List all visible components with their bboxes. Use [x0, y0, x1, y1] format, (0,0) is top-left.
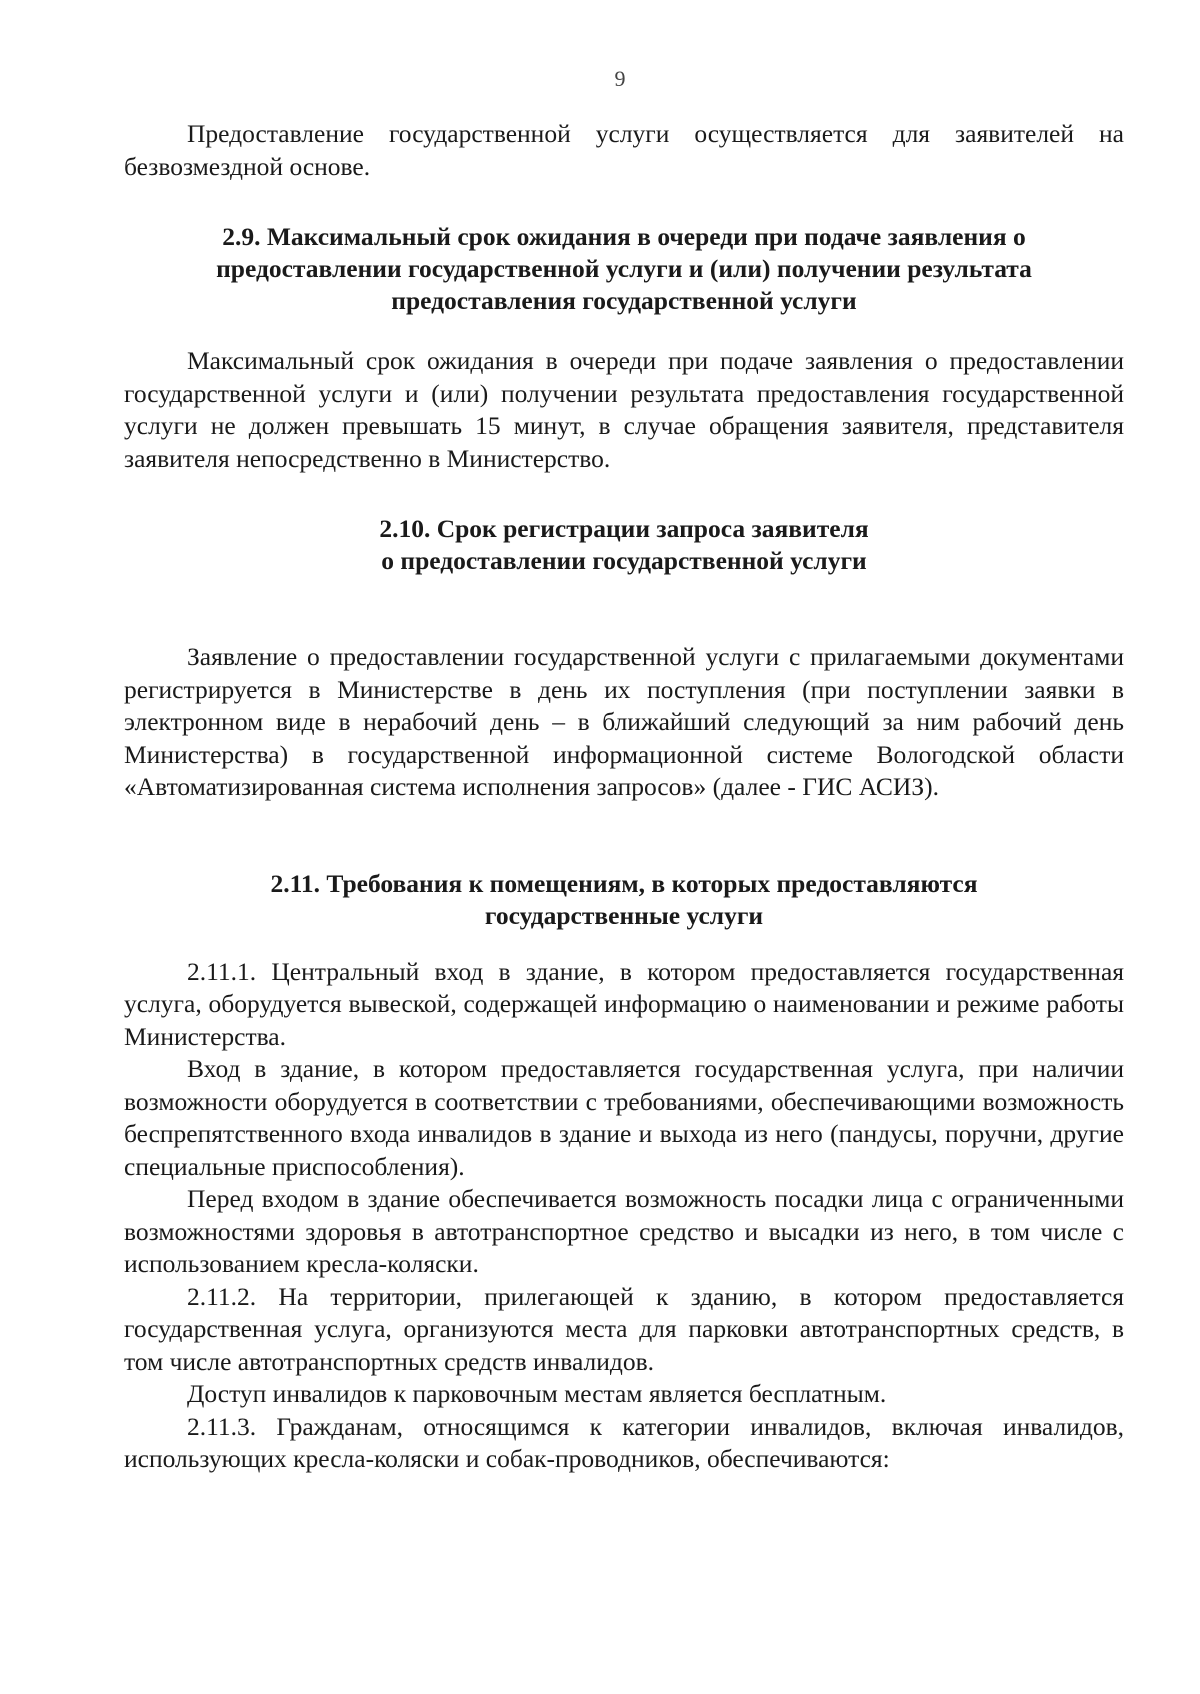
- section-2-11-entrance-paragraph: Вход в здание, в котором предоставляется государственная услуга, при наличии возможности оборудуется в соответствии с требованиями, обеспечивающими возможность беспрепятственного входа инвалидов в здание и выхода из него (пандусы, поручни, другие специальные приспособления).: [124, 1054, 1124, 1181]
- section-2-11-title-line: государственные услуги: [484, 900, 764, 930]
- section-2-9-title-line: предоставления государственной услуги: [391, 286, 857, 315]
- section-2-9-paragraph: Максимальный срок ожидания в очереди при подаче заявления о предоставлении государственной услуги и (или) получении результата предоставления государственной услуги не должен превышать 15 минут, в случае обращения заявителя, представителя заявителя непосредственно в Министерство.: [124, 346, 1124, 473]
- section-2-11-2-paragraph: 2.11.2. На территории, прилегающей к зданию, в котором предоставляется государственная услуга, организуются места для парковки автотранспортных средств, в том числе автотранспортных средств инвалидов.: [124, 1281, 1124, 1376]
- section-2-11-boarding-paragraph: Перед входом в здание обеспечивается возможность посадки лица с ограниченными возможностями здоровья в автотранспортное средство и высадки из него, в том числе с использованием кресла-коляски.: [124, 1184, 1124, 1278]
- section-2-11-1-paragraph: 2.11.1. Центральный вход в здание, в котором предоставляется государственная услуга, оборудуется вывеской, содержащей информацию о наименовании и режиме работы Министерства.: [124, 956, 1124, 1051]
- section-2-9-title-line: предоставлении государственной услуги и (или) получении результата: [216, 254, 1032, 283]
- section-2-10-title: [124, 513, 1124, 577]
- page-number: 9: [614, 66, 626, 91]
- section-2-9-title: [124, 221, 1124, 317]
- section-2-11-parking-paragraph: Доступ инвалидов к парковочным местам является бесплатным.: [187, 1379, 887, 1408]
- document-body: [124, 118, 1124, 1476]
- paragraph-fee: Предоставление государственной услуги осуществляется для заявителей на безвозмездной основе.: [124, 119, 1124, 181]
- section-2-10-title-line: о предоставлении государственной услуги: [381, 546, 867, 575]
- section-2-11-title: [124, 868, 1124, 932]
- section-2-10-paragraph: Заявление о предоставлении государственной услуги с прилагаемыми документами регистрируется в Министерстве в день их поступления (при поступлении заявки в электронном виде в нерабочий день – в ближайший следующий за ним рабочий день Министерства) в государственной информационной системе Вологодской области «Автоматизированная система исполнения запросов» (далее - ГИС АСИЗ).: [124, 642, 1124, 801]
- section-2-11-title-line: 2.11. Требования к помещениям, в которых предоставляются: [270, 868, 978, 898]
- section-2-10-title-line: 2.10. Срок регистрации запроса заявителя: [379, 514, 869, 543]
- section-2-11-3-paragraph: 2.11.3. Гражданам, относящимся к категории инвалидов, включая инвалидов, использующих кресла-коляски и собак-проводников, обеспечиваются:: [124, 1411, 1124, 1473]
- section-2-9-title-line: 2.9. Максимальный срок ожидания в очереди при подаче заявления о: [222, 222, 1026, 251]
